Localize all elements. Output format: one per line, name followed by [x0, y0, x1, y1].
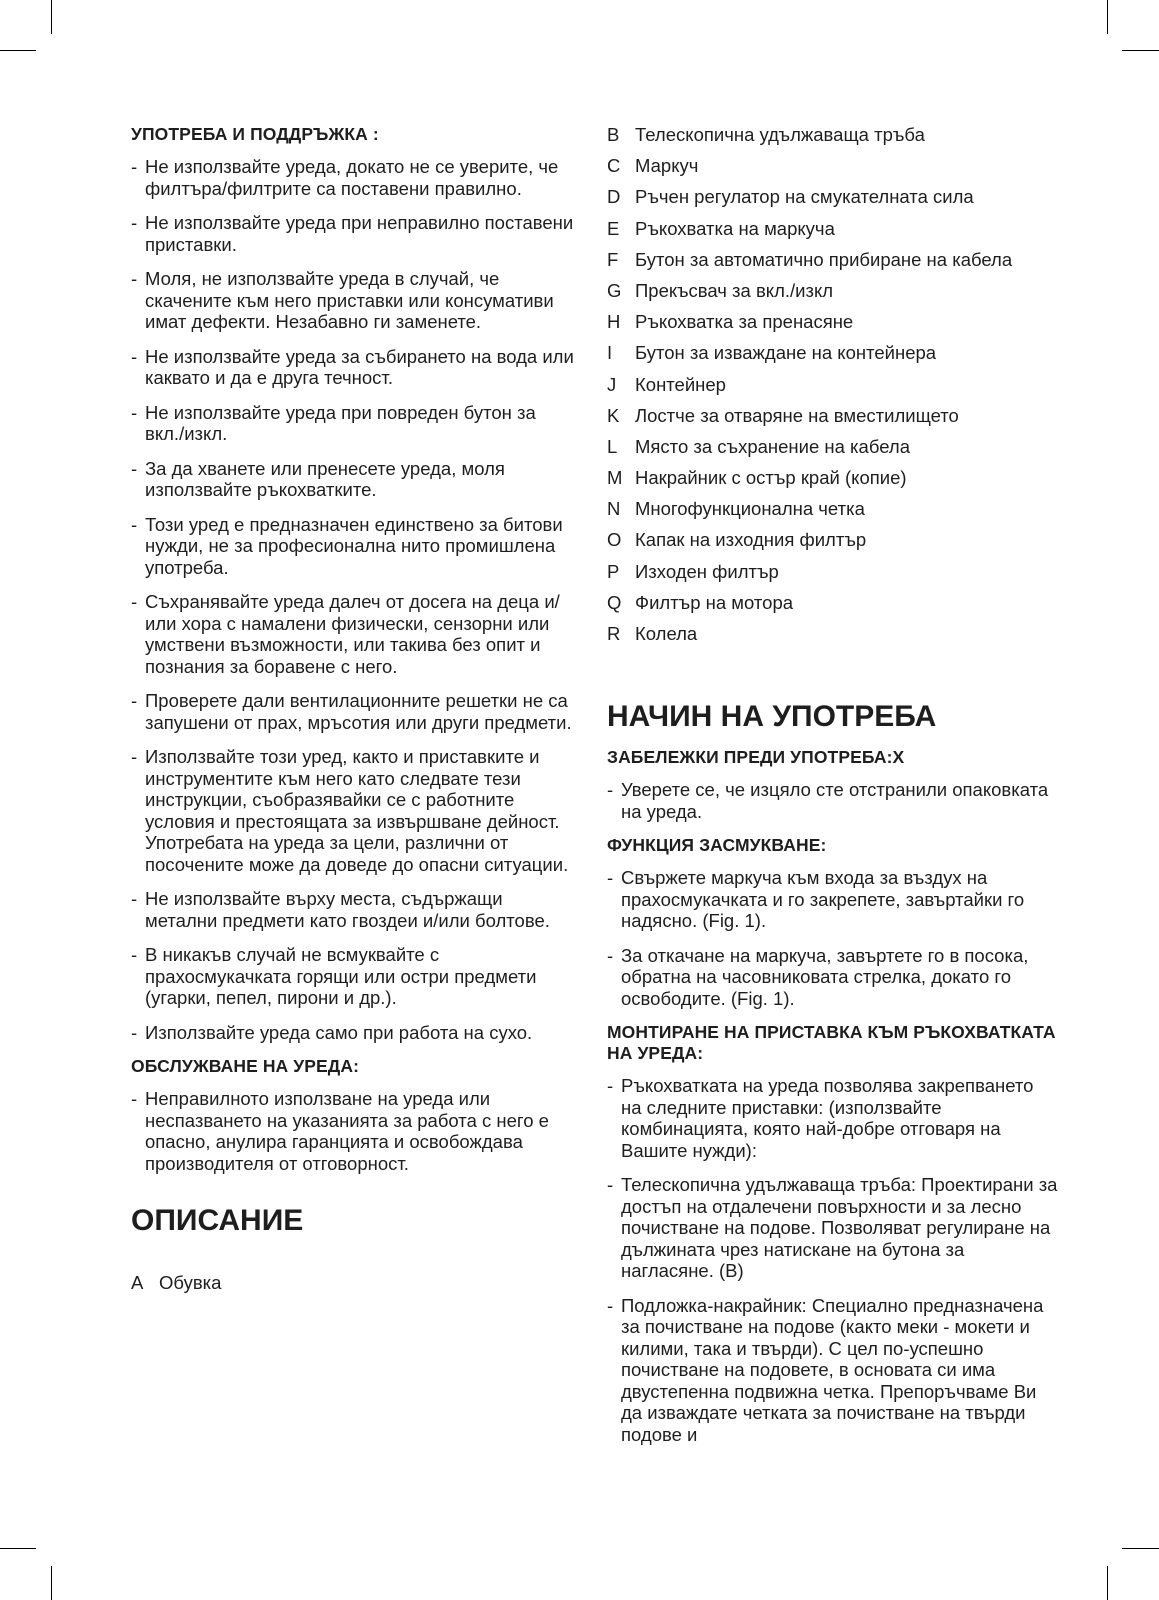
- list-item: - Ръкохватката на уреда позволява закрепването на следните приставки: (използвайте комбинацията, която най-добре отговаря на Вашите нужди):: [607, 1075, 1059, 1161]
- item-key: G: [607, 279, 622, 301]
- item-text: Бутон за автоматично прибиране на кабела: [635, 248, 1013, 270]
- list-item: [607, 218, 1059, 249]
- list-item: [607, 249, 1059, 280]
- usage-mode-heading: НАЧИН НА УПОТРЕБА: [607, 700, 937, 734]
- item-key: R: [607, 623, 621, 644]
- item-text: Накрайник с остър край (копие): [635, 467, 907, 489]
- item-key: D: [607, 186, 621, 208]
- item-text: Контейнер: [635, 373, 726, 395]
- item-text: Изходен филтър: [635, 560, 779, 582]
- item-key: L: [607, 435, 618, 457]
- item-text: Прекъсвач за вкл./изкл: [635, 279, 834, 301]
- list-item: - Използвайте уреда само при работа на сухо.: [131, 1022, 579, 1044]
- list-item: [607, 342, 1059, 373]
- crop-mark-bottom-right-vertical: [1107, 1566, 1108, 1600]
- list-item: - Съхранявайте уреда далеч от досега на деца и/или хора с намалени физически, сензорни или умствени възможности, или такива без опит и познания за боравене с него.: [131, 591, 579, 677]
- list-item: [607, 498, 1059, 529]
- list-item: - Проверете дали вентилационните решетки не са запушени от прах, мръсотия или други предмети.: [131, 690, 579, 733]
- item-text: Колела: [635, 623, 698, 644]
- crop-mark-bottom-left-vertical: [51, 1566, 52, 1600]
- item-key: K: [607, 404, 620, 426]
- item-text: Ръкохватка на маркуча: [635, 217, 835, 239]
- item-text: Обувка: [159, 1272, 222, 1293]
- item-key: P: [607, 560, 620, 582]
- list-item: [607, 592, 1059, 623]
- usage-maintenance-heading: УПОТРЕБА И ПОДДРЪЖКА :: [131, 124, 379, 144]
- list-item: - Неправилното използване на уреда или неспазването на указанията за работа с него е опасно, анулира гаранцията и освобождава производителя от отговорност.: [131, 1088, 579, 1174]
- mounting-list: [607, 1075, 1059, 1445]
- item-text: Лостче за отваряне на вместилището: [635, 404, 959, 426]
- usage-maintenance-list: [131, 156, 579, 1043]
- list-item: [607, 529, 1059, 560]
- item-key: M: [607, 467, 623, 489]
- notes-list: [607, 779, 1059, 822]
- list-item: - За да хванете или пренесете уреда, моля използвайте ръкохватките.: [131, 458, 579, 501]
- list-item: [607, 405, 1059, 436]
- item-key: Q: [607, 591, 622, 613]
- item-key: N: [607, 498, 621, 520]
- list-item: [607, 561, 1059, 592]
- list-item: [607, 374, 1059, 405]
- description-list: [131, 1272, 579, 1303]
- crop-mark-bottom-left-horizontal: [0, 1548, 36, 1549]
- suction-list: [607, 867, 1059, 1009]
- crop-mark-top-left-horizontal: [0, 50, 36, 51]
- item-key: E: [607, 217, 620, 239]
- description-heading: ОПИСАНИЕ: [131, 1204, 304, 1237]
- service-list: [131, 1088, 579, 1174]
- description-list-continued: [607, 124, 1059, 654]
- list-item: [607, 186, 1059, 217]
- mounting-heading: МОНТИРАНЕ НА ПРИСТАВКА КЪМ РЪКОХВАТКАТА НА УРЕДА:: [607, 1022, 1056, 1064]
- list-item: - За откачане на маркуча, завъртете го в посока, обратна на часовниковата стрелка, докато го освободите. (Fig. 1).: [607, 945, 1059, 1010]
- item-key: O: [607, 529, 622, 551]
- list-item: [607, 124, 1059, 155]
- right-column: [607, 124, 1059, 1458]
- left-column: [131, 124, 579, 1303]
- list-item: [607, 436, 1059, 467]
- item-text: Филтър на мотора: [635, 591, 794, 613]
- item-text: Място за съхранение на кабела: [635, 435, 910, 457]
- item-text: Многофункционална четка: [635, 498, 865, 520]
- list-item: - Този уред е предназначен единствено за битови нужди, не за професионална нито промишлена употреба.: [131, 514, 579, 579]
- list-item: [607, 467, 1059, 498]
- list-item: - Свържете маркуча към входа за въздух на прахосмукачката и го закрепете, завъртайки го надясно. (Fig. 1).: [607, 867, 1059, 932]
- suction-heading: ФУНКЦИЯ ЗАСМУКВАНЕ:: [607, 835, 827, 856]
- item-key: H: [607, 311, 621, 333]
- item-key: C: [607, 155, 621, 177]
- item-text: Ръчен регулатор на смукателната сила: [635, 186, 974, 208]
- notes-heading: ЗАБЕЛЕЖКИ ПРЕДИ УПОТРЕБА:X: [607, 747, 905, 768]
- list-item: - Използвайте този уред, както и приставките и инструментите към него като следвате тези инструкции, съобразявайки се с работните условия и престоящата за извършване дейност. Употребата на уреда за цели, различни от посочените може да доведе до опасни ситуации.: [131, 746, 579, 875]
- item-key: A: [131, 1272, 144, 1293]
- crop-mark-top-right-horizontal: [1122, 50, 1159, 51]
- list-item: - Не използвайте уреда при повреден бутон за вкл./изкл.: [131, 402, 579, 445]
- list-item: - Уверете се, че изцяло сте отстранили опаковката на уреда.: [607, 779, 1059, 822]
- crop-mark-top-left-vertical: [51, 0, 52, 34]
- item-text: Ръкохватка за пренасяне: [635, 311, 854, 333]
- list-item: - Не използвайте върху места, съдържащи метални предмети като гвоздеи и/или болтове.: [131, 888, 579, 931]
- list-item: [131, 1272, 579, 1303]
- list-item: [607, 623, 1059, 654]
- item-text: Капак на изходния филтър: [635, 529, 867, 551]
- crop-mark-top-right-vertical: [1107, 0, 1108, 34]
- item-key: F: [607, 248, 619, 270]
- item-key: J: [607, 373, 617, 395]
- list-item: [607, 280, 1059, 311]
- item-text: Маркуч: [635, 155, 699, 177]
- list-item: [607, 155, 1059, 186]
- list-item: - В никакъв случай не всмуквайте с прахосмукачката горящи или остри предмети (угарки, пепел, пирони и др.).: [131, 944, 579, 1009]
- list-item: - Подложка-накрайник: Специално предназначена за почистване на подове (както меки - мокети и килими, така и твърди). С цел по-успешно почистване на подовете, в основата си има двустепенна подвижна четка. Препоръчваме Ви да изваждате четката за почистване на твърди подове и: [607, 1295, 1059, 1446]
- item-key: I: [607, 342, 613, 364]
- list-item: - Не използвайте уреда при неправилно поставени приставки.: [131, 212, 579, 255]
- service-heading: ОБСЛУЖВАНЕ НА УРЕДА:: [131, 1056, 360, 1076]
- list-item: - Моля, не използвайте уреда в случай, че скачените към него приставки или консумативи имат дефекти. Незабавно ги заменете.: [131, 268, 579, 333]
- item-key: B: [607, 124, 620, 145]
- list-item: [607, 311, 1059, 342]
- list-item: - Не използвайте уреда за събирането на вода или каквато и да е друга течност.: [131, 346, 579, 389]
- item-text: Телескопична удължаваща тръба: [635, 124, 925, 145]
- item-text: Бутон за изваждане на контейнера: [635, 342, 937, 364]
- list-item: - Не използвайте уреда, докато не се уверите, че филтъра/филтрите са поставени правилно.: [131, 156, 579, 199]
- list-item: - Телескопична удължаваща тръба: Проектирани за достъп на отдалечени повърхности и за лесно почистване на подове. Позволяват регулиране на дължината чрез натискане на бутона за нагласяне. (B): [607, 1174, 1059, 1282]
- crop-mark-bottom-right-horizontal: [1122, 1548, 1159, 1549]
